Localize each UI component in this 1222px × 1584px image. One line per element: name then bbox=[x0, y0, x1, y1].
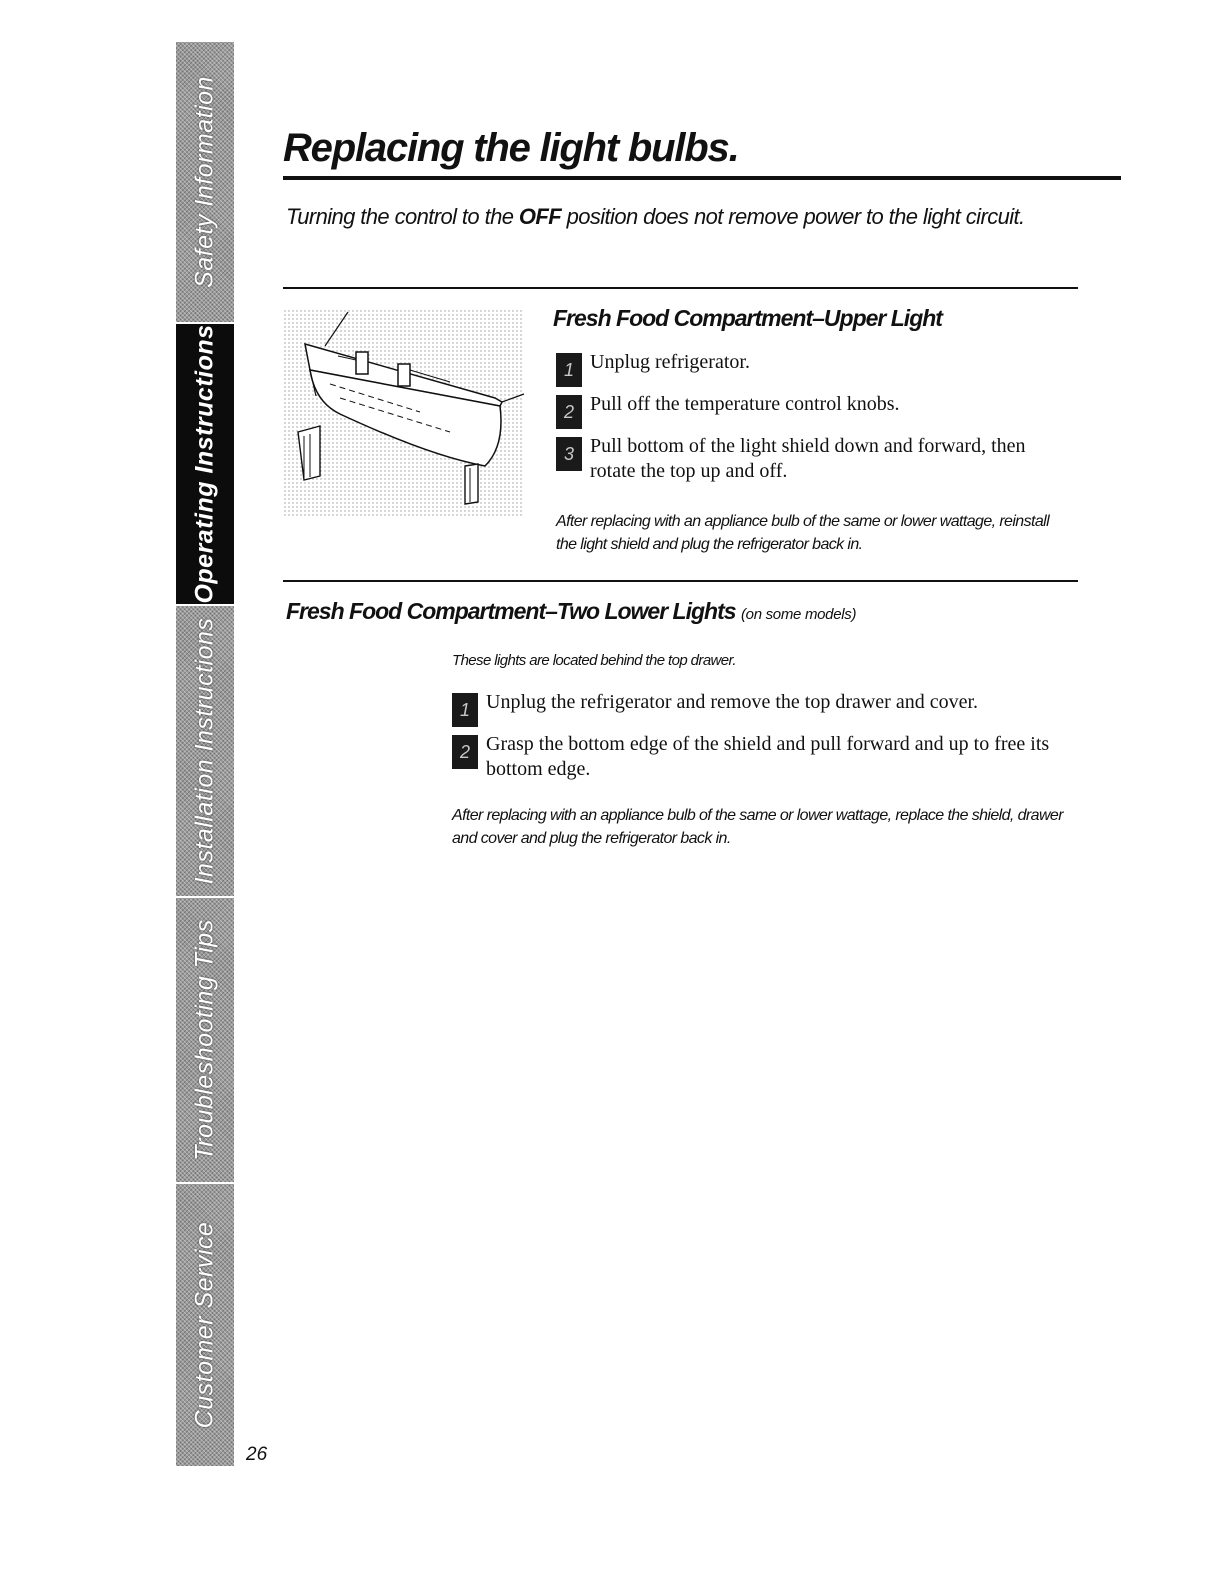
warning-after: position does not remove power to the light circuit. bbox=[561, 204, 1025, 229]
list-item bbox=[452, 690, 1082, 720]
light-shield-illustration-icon bbox=[280, 306, 525, 520]
tab-installation-instructions[interactable] bbox=[176, 606, 234, 896]
tab-troubleshooting-tips[interactable] bbox=[176, 898, 234, 1182]
upper-light-note: After replacing with an appliance bulb of the same or lower wattage, reinstall the light shield and plug the refrigerator back in. bbox=[556, 513, 1050, 553]
step-number-1: 1 bbox=[556, 353, 582, 387]
tab-safety-information[interactable] bbox=[176, 42, 234, 322]
list-item bbox=[452, 732, 1082, 782]
page-number: 26 bbox=[246, 1444, 268, 1465]
title-divider bbox=[283, 176, 1121, 180]
step-number-1: 1 bbox=[452, 693, 478, 727]
list-item bbox=[556, 350, 1066, 380]
step-text: Pull off the temperature control knobs. bbox=[590, 393, 900, 415]
tab-label: Safety Information bbox=[190, 76, 219, 288]
upper-light-heading: Fresh Food Compartment–Upper Light bbox=[553, 305, 942, 331]
step-text: Unplug refrigerator. bbox=[590, 351, 750, 373]
section-divider bbox=[283, 580, 1078, 582]
tab-label: Operating Instructions bbox=[190, 324, 219, 604]
tab-label: Installation Instructions bbox=[190, 617, 219, 885]
step-text: Pull bottom of the light shield down and forward, then rotate the top up and off. bbox=[590, 435, 1026, 482]
lower-lights-intro: These lights are located behind the top drawer. bbox=[452, 652, 736, 669]
list-item bbox=[556, 392, 1066, 422]
upper-light-steps bbox=[556, 350, 1066, 501]
tab-customer-service[interactable] bbox=[176, 1184, 234, 1466]
tab-label: Troubleshooting Tips bbox=[190, 919, 219, 1161]
step-text: Grasp the bottom edge of the shield and pull forward and up to free its bottom edge. bbox=[486, 733, 1050, 780]
step-number-2: 2 bbox=[556, 395, 582, 429]
tab-operating-instructions[interactable] bbox=[176, 324, 234, 604]
step-number-2: 2 bbox=[452, 735, 478, 769]
page-title: Replacing the light bulbs. bbox=[283, 126, 739, 170]
tab-label: Customer Service bbox=[190, 1221, 219, 1429]
lower-lights-note: After replacing with an appliance bulb of the same or lower wattage, replace the shield, drawer and cover and plug the refrigerator back in. bbox=[452, 807, 1063, 847]
warning-text bbox=[286, 202, 1046, 232]
warning-emphasis: OFF bbox=[518, 204, 562, 229]
lower-lights-heading bbox=[286, 598, 856, 625]
lower-lights-steps bbox=[452, 690, 1082, 799]
warning-before: Turning the control to the bbox=[286, 204, 519, 229]
step-text: Unplug the refrigerator and remove the top drawer and cover. bbox=[486, 691, 979, 713]
side-tab-strip bbox=[176, 42, 234, 1466]
list-item bbox=[556, 434, 1066, 484]
lower-lights-heading-sub: (on some models) bbox=[740, 606, 857, 623]
lower-lights-heading-text: Fresh Food Compartment–Two Lower Lights bbox=[286, 598, 736, 624]
step-number-3: 3 bbox=[556, 437, 582, 471]
section-divider bbox=[283, 287, 1078, 289]
